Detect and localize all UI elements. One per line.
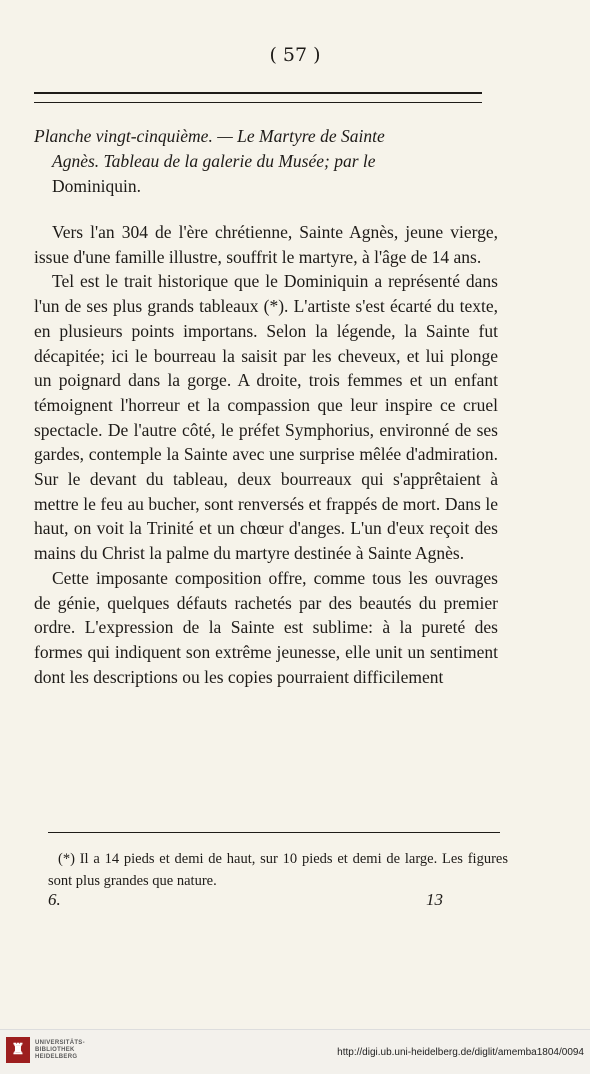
logo-line-3: HEIDELBERG [35,1053,78,1060]
library-logo-text [35,1040,85,1061]
body-text [34,220,498,689]
page-number: ( 57 ) [269,44,321,66]
paragraph-1: Vers l'an 304 de l'ère chrétienne, Sainte Agnès, jeune vierge, issue d'une famille illustre, souffrit le martyre, à l'âge de 14 ans. [34,222,498,267]
footer-bar [0,1029,590,1074]
plate-heading [34,124,504,199]
footnote [48,848,508,892]
signature-right: 13 [426,890,443,909]
logo-line-2: BIBLIOTHEK [35,1046,75,1053]
paragraph-3: Cette imposante composition offre, comme tous les ouvrages de génie, quelques défauts rachetés par des beautés du premier ordre. L'expression de la Sainte est sublime: à la pureté des formes qui indiquent son extrême jeunesse, elle unit un sentiment dont les descriptions ou les copies pourraient difficilement [34,567,498,687]
library-logo-icon: ♜ [6,1037,30,1063]
footnote-rule [48,832,500,833]
heading-line-3: Dominiquin. [52,176,141,196]
top-double-rule [34,92,482,103]
source-url-link[interactable]: http://digi.ub.uni-heidelberg.de/diglit/amemba1804/0094 [337,1047,584,1058]
signature-left: 6. [48,890,61,909]
signature-marks [48,890,443,910]
paragraph-2: Tel est le trait historique que le Dominiquin a représenté dans l'un de ses plus grands tableaux (*). L'artiste s'est écarté du texte, en plusieurs points importans. Selon la légende, la Sainte fut décapitée; ici le bourreau la saisit par les cheveux, et lui plonge un poignard dans la gorge. A droite, trois femmes et un enfant témoignent l'horreur et la compassion que leur inspire ce cruel spectacle. De l'autre côté, le préfet Symphorius, environné de ses gardes, contemple la Sainte avec une surprise mêlée d'admiration. Sur le devant du tableau, deux bourreaux qui s'apprêtaient à mettre le feu au bucher, sont renversés et frappés de mort. Dans le haut, on voit la Trinité et un chœur d'anges. L'un d'eux reçoit des mains du Christ la palme du martyre destinée à Sainte Agnès. [34,271,498,564]
heading-line-2: Agnès. Tableau de la galerie du Musée; par le [52,151,376,171]
heading-line-1: Planche vingt-cinquième. — Le Martyre de Sainte [34,126,385,146]
footnote-text: (*) Il a 14 pieds et demi de haut, sur 10 pieds et demi de large. Les figures sont plus grandes que nature. [48,851,508,889]
logo-line-1: UNIVERSITÄTS- [35,1039,85,1046]
library-logo[interactable] [6,1037,85,1063]
